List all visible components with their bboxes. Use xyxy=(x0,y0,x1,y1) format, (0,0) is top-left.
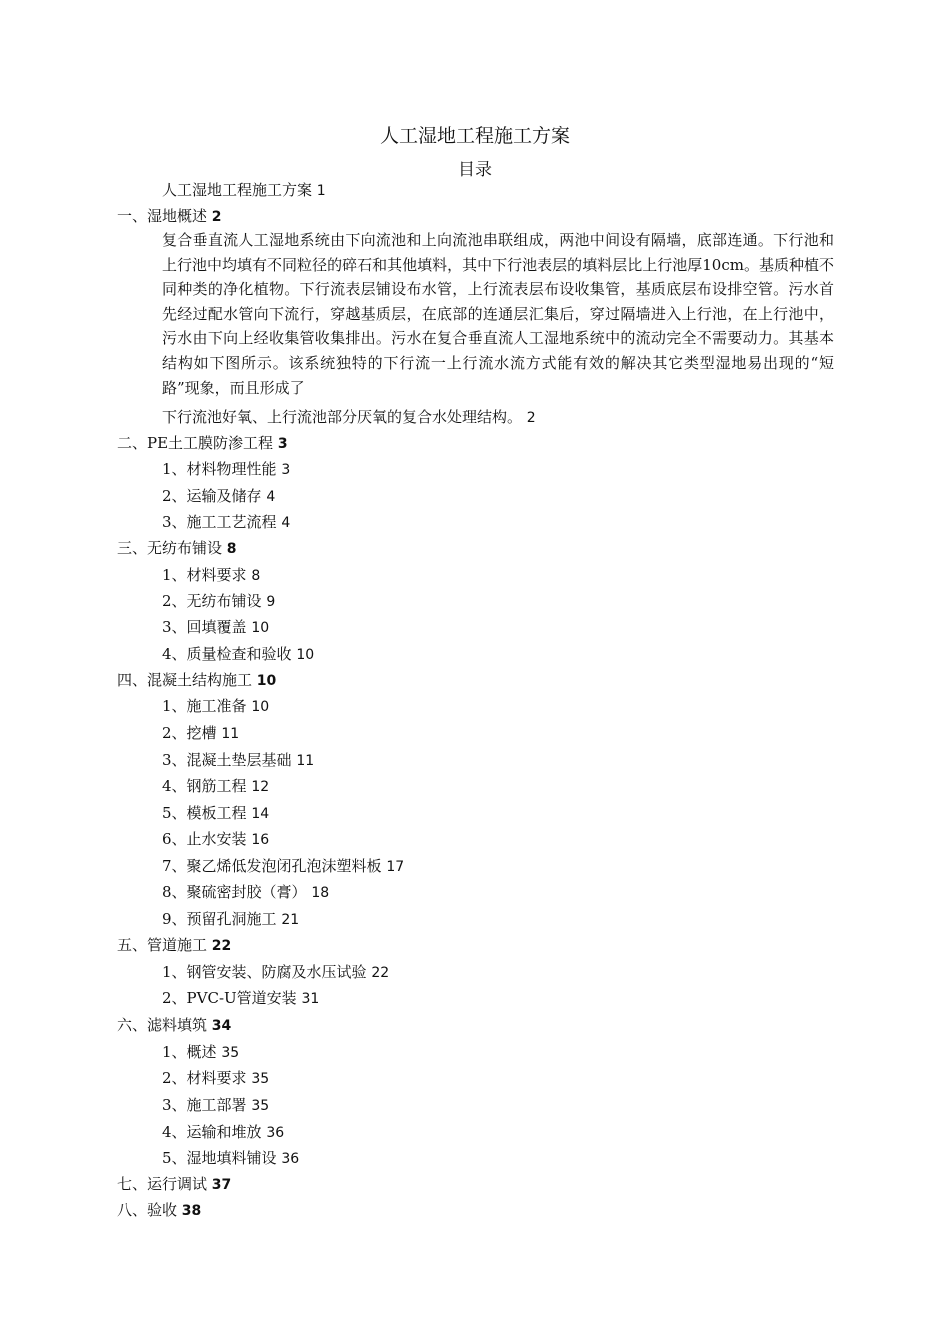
toc-entry[interactable] xyxy=(162,1148,299,1169)
toc-section-7[interactable] xyxy=(117,1174,231,1195)
toc-section-5[interactable] xyxy=(117,935,231,956)
toc-entry[interactable] xyxy=(162,1095,269,1116)
toc-page-number: 10 xyxy=(251,620,270,636)
toc-entry-label: 五、管道施工 xyxy=(117,936,208,954)
toc-entry-label: 三、无纺布铺设 xyxy=(117,539,223,557)
toc-entry-label: 8、聚硫密封胶（膏） xyxy=(162,883,307,901)
toc-section-2[interactable] xyxy=(117,433,288,454)
toc-entry[interactable] xyxy=(162,644,314,665)
toc-section-8[interactable] xyxy=(117,1200,201,1221)
toc-entry[interactable] xyxy=(162,909,299,930)
toc-entry-label: 4、质量检查和验收 xyxy=(162,645,292,663)
toc-page-number: 10 xyxy=(256,673,277,689)
toc-entry-label: 1、材料物理性能 xyxy=(162,460,277,478)
toc-entry-label: 七、运行调试 xyxy=(117,1175,208,1193)
toc-entry-label: 四、混凝土结构施工 xyxy=(117,671,253,689)
toc-page-number: 34 xyxy=(211,1018,232,1034)
toc-page-number: 22 xyxy=(371,965,390,981)
toc-entry-label: 2、PVC-U管道安装 xyxy=(162,989,297,1007)
toc-entry-label: 2、材料要求 xyxy=(162,1069,247,1087)
toc-entry-label: 6、止水安装 xyxy=(162,830,247,848)
toc-entry[interactable] xyxy=(162,723,239,744)
toc-entry-label: 一、湿地概述 xyxy=(117,207,208,225)
toc-page-number: 4 xyxy=(281,515,291,531)
toc-entry-label: 1、材料要求 xyxy=(162,566,247,584)
toc-entry-label: 2、运输及储存 xyxy=(162,487,262,505)
toc-page-number: 10 xyxy=(251,699,270,715)
toc-entry[interactable] xyxy=(162,988,319,1009)
toc-entry-label: 7、聚乙烯低发泡闭孔泡沫塑料板 xyxy=(162,857,382,875)
toc-entry-label: 1、概述 xyxy=(162,1043,217,1061)
toc-entry-label: 9、预留孔洞施工 xyxy=(162,910,277,928)
toc-entry[interactable] xyxy=(162,512,290,533)
toc-section-4[interactable] xyxy=(117,670,276,691)
toc-entry[interactable] xyxy=(162,776,269,797)
toc-entry[interactable] xyxy=(162,1068,269,1089)
toc-page-number: 12 xyxy=(251,779,270,795)
toc-entry[interactable] xyxy=(162,750,314,771)
toc-entry[interactable] xyxy=(162,829,269,850)
toc-entry-label: 3、施工工艺流程 xyxy=(162,513,277,531)
toc-page-number: 8 xyxy=(251,568,261,584)
toc-entry[interactable] xyxy=(162,486,275,507)
toc-page-number: 10 xyxy=(296,647,315,663)
toc-entry-label: 5、湿地填料铺设 xyxy=(162,1149,277,1167)
toc-entry-label: 六、滤料填筑 xyxy=(117,1016,208,1034)
toc-entry[interactable] xyxy=(162,591,275,612)
toc-page-number: 22 xyxy=(211,938,232,954)
toc-page-number: 1 xyxy=(316,183,326,199)
toc-page-number: 36 xyxy=(266,1125,285,1141)
toc-entry-label: 2、无纺布铺设 xyxy=(162,592,262,610)
toc-section-6[interactable] xyxy=(117,1015,231,1036)
toc-entry[interactable] xyxy=(162,459,290,480)
toc-page-number: 35 xyxy=(221,1045,240,1061)
toc-page-number: 14 xyxy=(251,806,270,822)
toc-page-number: 37 xyxy=(211,1177,232,1193)
toc-entry-label: 2、挖槽 xyxy=(162,724,217,742)
toc-page-number: 11 xyxy=(296,753,315,769)
toc-page-number: 18 xyxy=(311,885,330,901)
toc-entry-label: 5、模板工程 xyxy=(162,804,247,822)
toc-entry-label: 1、钢管安装、防腐及水压试验 xyxy=(162,963,367,981)
toc-entry-label: 3、施工部署 xyxy=(162,1096,247,1114)
toc-page-number: 38 xyxy=(181,1203,202,1219)
toc-entry-label: 二、PE土工膜防渗工程 xyxy=(117,434,274,452)
document-title: 人工湿地工程施工方案 xyxy=(379,125,570,147)
toc-page-number: 35 xyxy=(251,1098,270,1114)
toc-entry[interactable] xyxy=(162,1122,284,1143)
toc-page-number: 17 xyxy=(386,859,405,875)
toc-entry[interactable] xyxy=(162,962,389,983)
toc-page-number: 9 xyxy=(266,594,276,610)
toc-section-3[interactable] xyxy=(117,538,237,559)
toc-page-number: 11 xyxy=(221,726,240,742)
toc-entry-label: 3、回填覆盖 xyxy=(162,618,247,636)
toc-entry-label: 人工湿地工程施工方案 xyxy=(162,181,313,199)
toc-page-number: 4 xyxy=(266,489,276,505)
toc-entry-sec1-sub[interactable] xyxy=(162,407,536,428)
toc-entry-label: 4、钢筋工程 xyxy=(162,777,247,795)
toc-entry[interactable] xyxy=(162,565,260,586)
toc-heading: 目录 xyxy=(458,160,492,180)
toc-entry-label: 3、混凝土垫层基础 xyxy=(162,751,292,769)
toc-page-number: 3 xyxy=(281,462,291,478)
toc-entry[interactable] xyxy=(162,696,269,717)
toc-entry-label: 八、验收 xyxy=(117,1201,178,1219)
toc-page-number: 8 xyxy=(226,541,237,557)
toc-page-number: 31 xyxy=(301,991,320,1007)
toc-page-number: 35 xyxy=(251,1071,270,1087)
toc-entry[interactable] xyxy=(162,856,404,877)
toc-page-number: 3 xyxy=(277,436,288,452)
toc-page-number: 2 xyxy=(211,209,222,225)
toc-entry[interactable] xyxy=(162,882,329,903)
toc-entry-document[interactable] xyxy=(162,180,326,201)
toc-section-1[interactable] xyxy=(117,206,222,227)
toc-entry[interactable] xyxy=(162,617,269,638)
section-1-paragraph: 复合垂直流人工湿地系统由下向流池和上向流池串联组成，两池中间设有隔墙，底部连通。下行池和上行池中均填有不同粒径的碎石和其他填料，其中下行池表层的填料层比上行池厚10cm。基质种植不同种类的净化植物。下行流表层铺设布水管，上行流表层布设收集管，基质底层布设排空管。污水首先经过配水管向下流行，穿越基质层，在底部的连通层汇集后，穿过隔墙进入上行池，在上行池中，污水由下向上经收集管收集排出。污水在复合垂直流人工湿地系统中的流动完全不需要动力。其基本结构如下图所示。该系统独特的下行流一上行流水流方式能有效的解决其它类型湿地易出现的“短路”现象，而且形成了 xyxy=(162,231,834,397)
toc-page-number: 36 xyxy=(281,1151,300,1167)
toc-page-number: 16 xyxy=(251,832,270,848)
toc-page-number: 2 xyxy=(526,410,536,426)
toc-entry[interactable] xyxy=(162,1042,239,1063)
toc-entry[interactable] xyxy=(162,803,269,824)
toc-entry-label: 1、施工准备 xyxy=(162,697,247,715)
toc-entry-label: 4、运输和堆放 xyxy=(162,1123,262,1141)
toc-entry-label: 下行流池好氧、上行流池部分厌氧的复合水处理结构。 xyxy=(162,408,523,426)
toc-page-number: 21 xyxy=(281,912,300,928)
